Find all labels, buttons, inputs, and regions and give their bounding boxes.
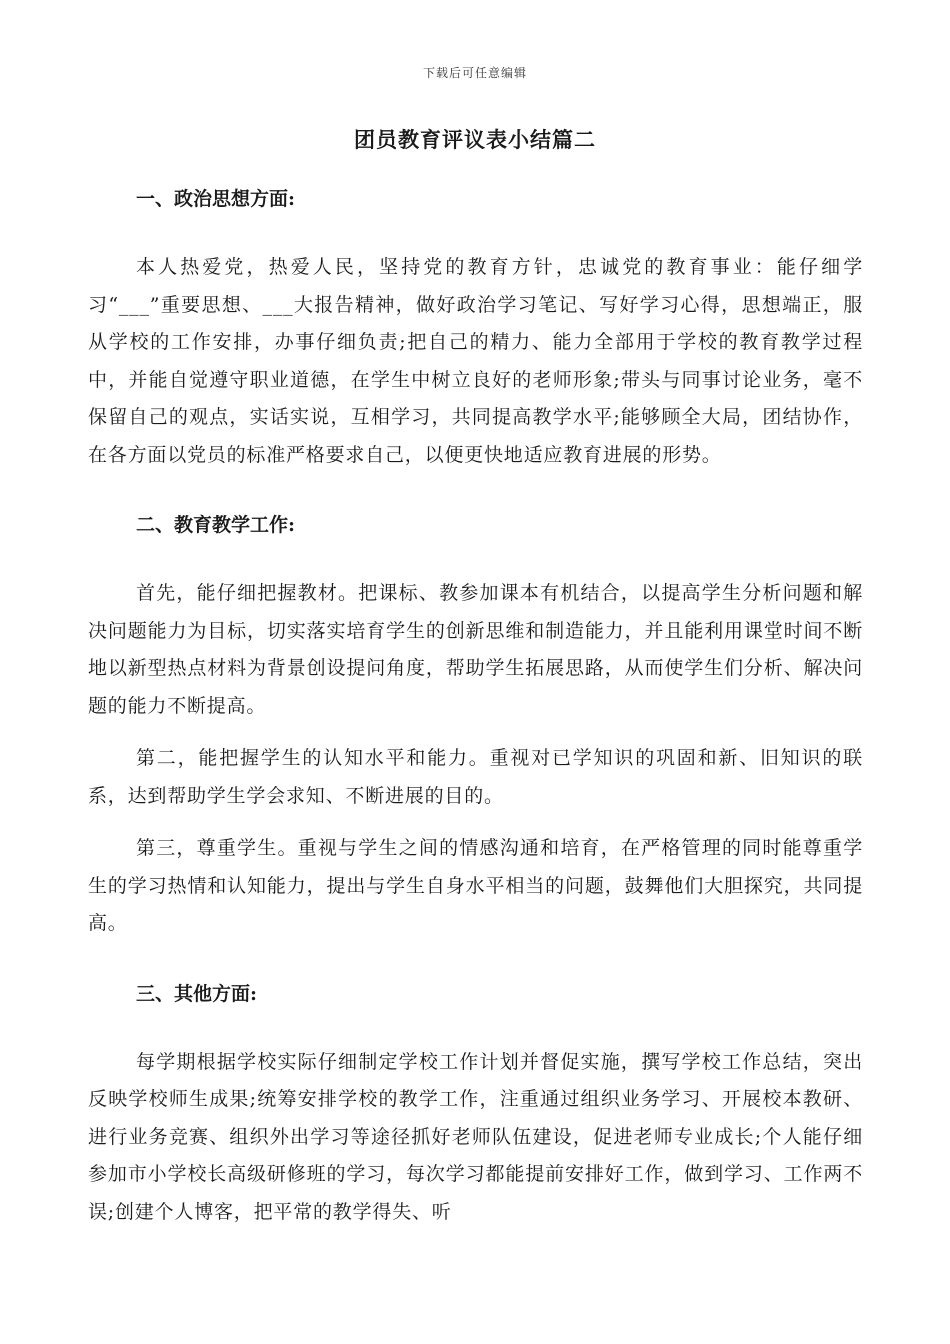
section-heading: 一、政治思想方面: <box>136 188 296 210</box>
section-heading: 三、其他方面: <box>136 982 258 1005</box>
header-note: 下载后可任意编辑 <box>422 66 527 80</box>
paragraph: 本人热爱党，热爱人民，坚持党的教育方针，忠诚党的教育事业：能仔细学习“___”重要思想、___大报告精神，做好政治学习笔记、写好学习心得，思想端正，服从学校的工作安排，办事仔细负责;把自己的精力、能力全部用于学校的教育教学过程中，并能自觉遵守职业道德，在学生中树立良好的老师形象;带头与同事讨论业务，毫不保留自己的观点，实话实说，互相学习，共同提高教学水平;能够顾全大局，团结协作，在各方面以党员的标准严格要求自己，以便更快地适应教育进展的形势。 <box>88 256 863 466</box>
document-title: 团员教育评议表小结篇二 <box>354 127 596 152</box>
section-political-thought <box>88 184 863 474</box>
section-teaching-work <box>88 510 863 943</box>
paragraph: 每学期根据学校实际仔细制定学校工作计划并督促实施，撰写学校工作总结，突出反映学校师生成果;统筹安排学校的教学工作，注重通过组织业务学习、开展校本教研、进行业务竞赛、组织外出学习等途径抓好老师队伍建设，促进老师专业成长;个人能仔细参加市小学校长高级研修班的学习，每次学习都能提前安排好工作，做到学习、工作两不误;创建个人博客，把平常的教学得失、听 <box>88 1050 863 1223</box>
document-body <box>88 184 863 1231</box>
paragraph: 首先，能仔细把握教材。把课标、教参加课本有机结合，以提高学生分析问题和解决问题能力为目标，切实落实培育学生的创新思维和制造能力，并且能利用课堂时间不断地以新型热点材料为背景创设提问角度，帮助学生拓展思路，从而使学生们分析、解决问题的能力不断提高。 <box>88 582 863 717</box>
paragraph: 第三，尊重学生。重视与学生之间的情感沟通和培育，在严格管理的同时能尊重学生的学习热情和认知能力，提出与学生自身水平相当的问题，鼓舞他们大胆探究，共同提高。 <box>88 837 863 934</box>
paragraph: 第二，能把握学生的认知水平和能力。重视对已学知识的巩固和新、旧知识的联系，达到帮助学生学会求知、不断进展的目的。 <box>88 747 863 807</box>
section-heading: 二、教育教学工作: <box>136 514 296 536</box>
section-other-aspects <box>88 979 863 1232</box>
